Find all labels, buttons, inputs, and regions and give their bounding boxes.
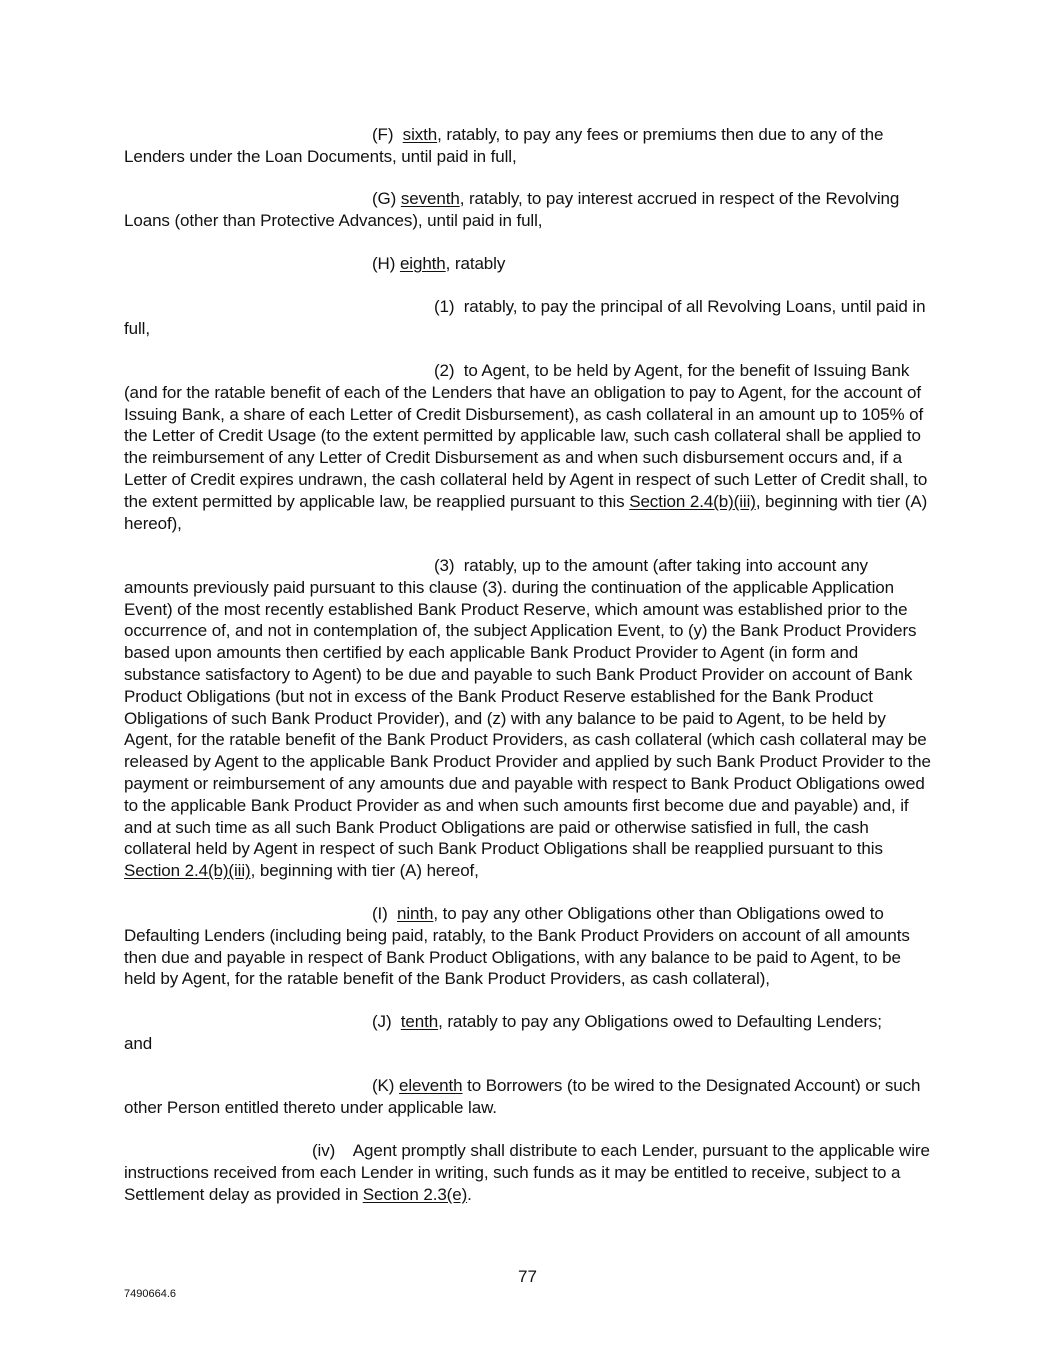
section-reference-link: Section 2.4(b)(iii) xyxy=(629,491,756,511)
paragraph-h1-marker: (1) xyxy=(434,297,455,316)
paragraph-h1 xyxy=(124,296,934,340)
paragraph-g-text: , ratably, to pay interest accrued in respect of the Revolving Loans (other than Protective Advances), until paid in full, xyxy=(124,189,900,230)
paragraph-h-marker: (H) xyxy=(372,254,396,273)
paragraph-j-tail-text: and xyxy=(124,1034,153,1053)
paragraph-j-tail xyxy=(124,1033,934,1055)
paragraph-f-term: sixth xyxy=(402,125,438,144)
paragraph-h3-tail: , beginning with tier (A) hereof, xyxy=(250,861,479,881)
paragraph-iv-text: Agent promptly shall distribute to each Lender, pursuant to the applicable wire instructions received from each Lender in writing, such funds as it may be entitled to receive, subject to a Settlement delay as provided in xyxy=(124,1141,930,1204)
section-reference-link: Section 2.4(b)(iii) xyxy=(124,861,251,881)
paragraph-iv-marker: (iv) xyxy=(312,1141,336,1160)
paragraph-j-marker: (J) xyxy=(372,1012,392,1031)
paragraph-f-marker: (F) xyxy=(372,125,394,144)
paragraph-h-text: , ratably xyxy=(445,254,506,273)
paragraph-g-marker: (G) xyxy=(372,189,397,208)
paragraph-h-term: eighth xyxy=(399,254,446,273)
paragraph-j-term: tenth xyxy=(400,1012,439,1031)
paragraph-iv xyxy=(124,1140,934,1205)
paragraph-f xyxy=(124,124,934,168)
paragraph-h xyxy=(124,253,934,275)
paragraph-g-term: seventh xyxy=(400,189,460,208)
paragraph-h2 xyxy=(124,360,934,534)
paragraph-i-marker: (I) xyxy=(372,904,388,923)
paragraph-iv-tail: . xyxy=(467,1184,472,1204)
paragraph-h3-marker: (3) xyxy=(434,556,455,575)
paragraph-j xyxy=(124,1011,934,1033)
paragraph-f-text: , ratably, to pay any fees or premiums then due to any of the Lenders under the Loan Documents, until paid in full, xyxy=(124,125,884,166)
paragraph-k xyxy=(124,1075,934,1119)
paragraph-k-term: eleventh xyxy=(399,1076,463,1095)
paragraph-h2-text: to Agent, to be held by Agent, for the benefit of Issuing Bank (and for the ratable benefit of each of the Lenders that have an obligation to pay to Agent, for the account of Issuing Bank, a share of each Letter of Credit Disbursement), as cash collateral in an amount up to 105% of the Letter of Credit Usage (to the extent permitted by applicable law, such cash collateral shall be applied to the reimbursement of any Letter of Credit Disbursement as and when such disbursement occurs and, if a Letter of Credit expires undrawn, the cash collateral held by Agent in respect of such Letter of Credit shall, to the extent permitted by applicable law, be reapplied pursuant to this xyxy=(124,361,928,511)
paragraph-h1-text: ratably, to pay the principal of all Revolving Loans, until paid in full, xyxy=(124,297,926,338)
document-id: 7490664.6 xyxy=(124,1288,176,1300)
paragraph-h2-marker: (2) xyxy=(434,361,455,380)
paragraph-i xyxy=(124,903,934,990)
page-number: 77 xyxy=(518,1267,537,1286)
section-reference-link: Section 2.3(e) xyxy=(362,1184,468,1204)
paragraph-i-term: ninth xyxy=(397,904,434,923)
paragraph-h2-tail: , beginning with tier (A) hereof), xyxy=(124,491,928,533)
paragraph-h3 xyxy=(124,555,934,882)
paragraph-g xyxy=(124,188,934,232)
paragraph-i-text: , to pay any other Obligations other than Obligations owed to Defaulting Lenders (including being paid, ratably, to the Bank Product Providers on account of all amounts then due and payable in respect of Bank Product Obligations, with any balance to be paid to Agent, to be held by Agent, for the ratable benefit of the Bank Product Providers, as cash collateral), xyxy=(124,904,910,989)
paragraph-j-text: , ratably to pay any Obligations owed to Defaulting Lenders; xyxy=(438,1012,882,1031)
paragraph-k-marker: (K) xyxy=(372,1076,395,1095)
paragraph-h3-text: ratably, up to the amount (after taking into account any amounts previously paid pursuant to this clause (3). during the continuation of the applicable Application Event) of the most recently established Bank Product Reserve, which amount was established prior to the occurrence of, and not in contemplation of, the subject Application Event, to (y) the Bank Product Providers based upon amounts then certified by each applicable Bank Product Provider to Agent (in form and substance satisfactory to Agent) to be due and payable to such Bank Product Provider on account of Bank Product Obligations (but not in excess of the Bank Product Reserve established for the Bank Product Obligations of such Bank Product Provider), and (z) with any balance to be paid to Agent, to be held by Agent, for the ratable benefit of the Bank Product Providers, as cash collateral (which cash collateral may be released by Agent to the applicable Bank Product Provider and applied by such Bank Product Provider to the payment or reimbursement of any amounts due and payable with respect to Bank Product Obligations owed to the applicable Bank Product Provider as and when such amounts first become due and payable) and, if and at such time as all such Bank Product Obligations are paid or otherwise satisfied in full, the cash collateral held by Agent in respect of such Bank Product Obligations shall be reapplied pursuant to this xyxy=(124,556,931,859)
paragraph-k-text: to Borrowers (to be wired to the Designated Account) or such other Person entitled thereto under applicable law. xyxy=(124,1076,921,1117)
